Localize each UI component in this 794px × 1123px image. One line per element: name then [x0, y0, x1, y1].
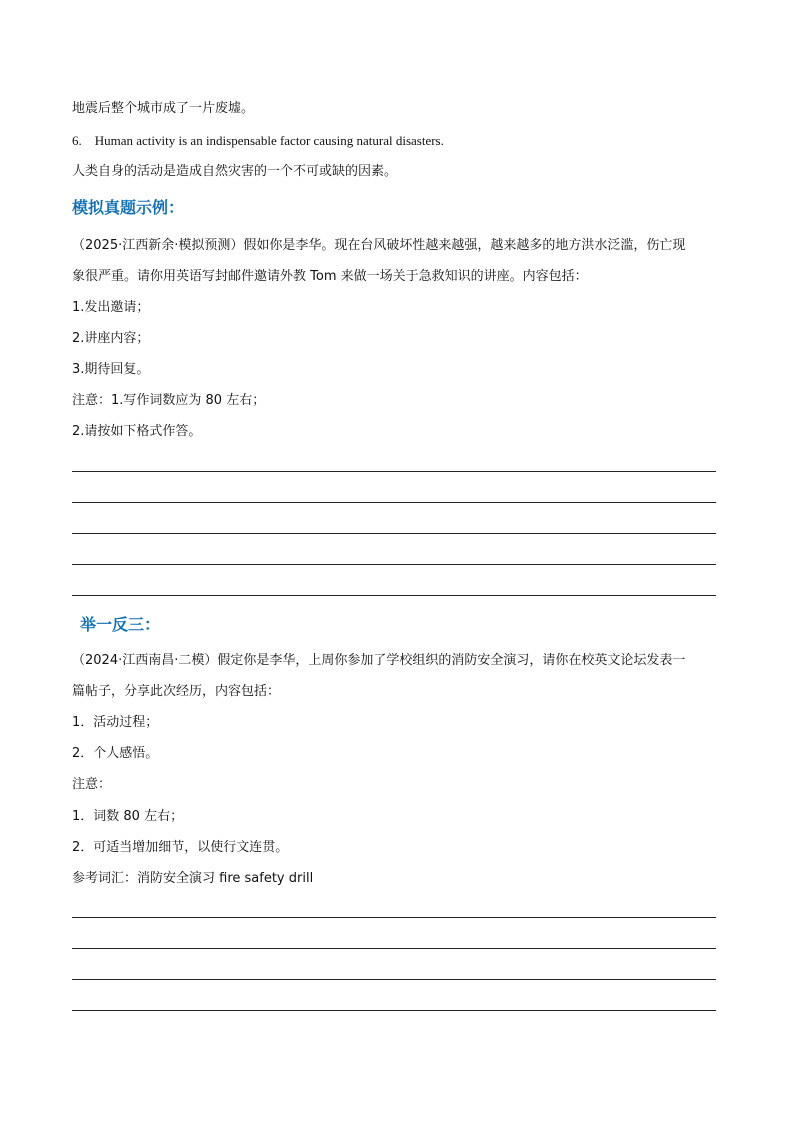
- english-sentence: Human activity is an indispensable factor causing natural disasters.: [94, 133, 444, 148]
- prompt-line: （2025·江西新余·模拟预测）假如你是李华。现在台风破坏性越来越强，越来越多的地方洪水泛滥，伤亡现: [72, 238, 686, 253]
- content-point: 1.发出邀请；: [72, 300, 150, 315]
- note-label: 注意：: [72, 777, 112, 792]
- answer-line[interactable]: [72, 502, 716, 503]
- vocabulary-line: 参考词汇：消防安全演习 fire safety drill: [72, 871, 314, 886]
- answer-line[interactable]: [72, 533, 716, 534]
- item-number: 6.: [72, 133, 82, 148]
- section-heading: 模拟真题示例：: [72, 198, 185, 217]
- note-line: 1．词数 80 左右；: [72, 809, 184, 824]
- note-line: 2．可适当增加细节，以使行文连贯。: [72, 840, 289, 855]
- answer-line[interactable]: [72, 471, 716, 472]
- content-point: 1．活动过程；: [72, 715, 159, 730]
- numbered-sentence: [72, 132, 444, 150]
- answer-line[interactable]: [72, 948, 716, 949]
- section-heading: 举一反三：: [80, 615, 161, 634]
- answer-line[interactable]: [72, 1010, 716, 1011]
- translation-line: 人类自身的活动是造成自然灾害的一个不可或缺的因素。: [72, 164, 398, 179]
- answer-line[interactable]: [72, 595, 716, 596]
- prompt-line: 象很严重。请你用英语写封邮件邀请外教 Tom 来做一场关于急救知识的讲座。内容包括：: [72, 269, 588, 284]
- note-line: 2.请按如下格式作答。: [72, 424, 202, 439]
- text-line: 地震后整个城市成了一片废墟。: [72, 101, 255, 116]
- prompt-line: 篇帖子，分享此次经历，内容包括：: [72, 684, 281, 699]
- content-point: 2.讲座内容；: [72, 331, 150, 346]
- answer-line[interactable]: [72, 917, 716, 918]
- content-point: 2．个人感悟。: [72, 746, 159, 761]
- prompt-line: （2024·江西南昌·二模）假定你是李华，上周你参加了学校组织的消防安全演习，请你在校英文论坛发表一: [72, 653, 686, 668]
- answer-line[interactable]: [72, 564, 716, 565]
- note-line: 注意：1.写作词数应为 80 左右；: [72, 393, 266, 408]
- answer-line[interactable]: [72, 979, 716, 980]
- content-point: 3.期待回复。: [72, 362, 150, 377]
